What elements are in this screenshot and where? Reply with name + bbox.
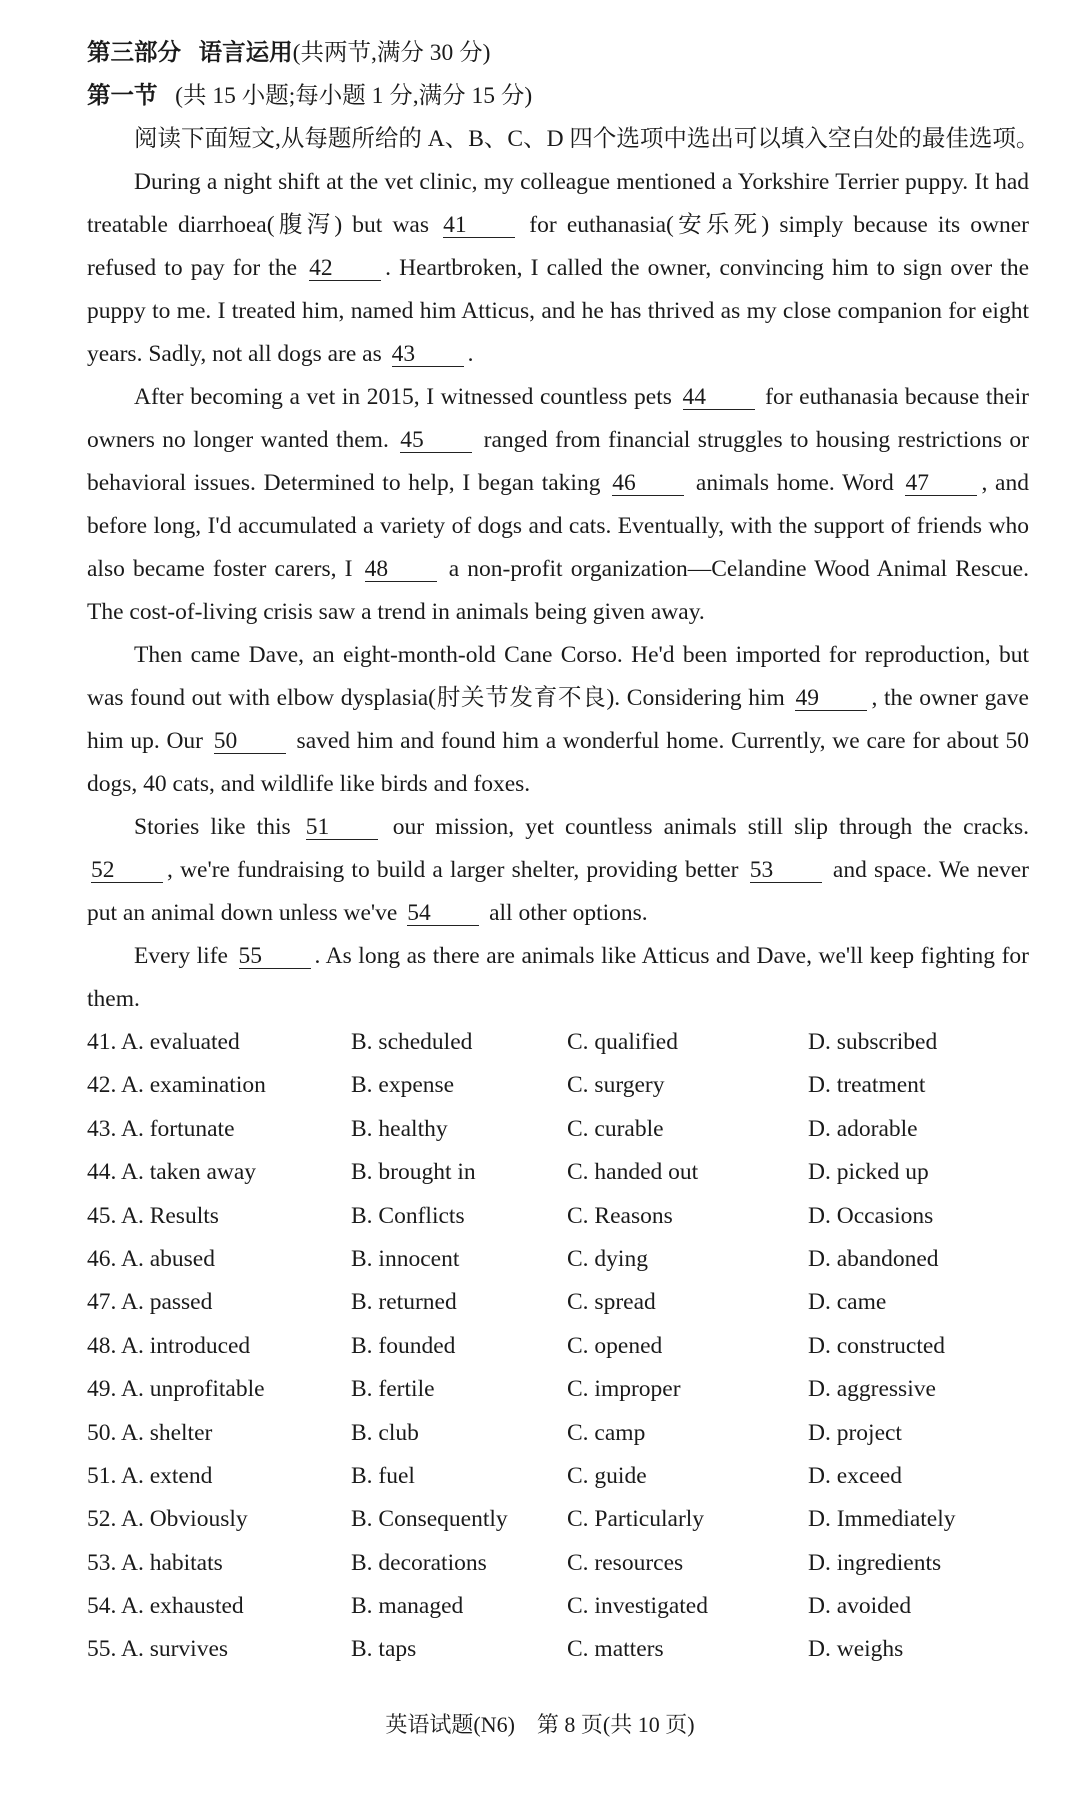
question-option-d: D. avoided	[808, 1593, 912, 1620]
question-option-b: B. taps	[351, 1636, 417, 1663]
blank-49: 49	[795, 686, 867, 711]
question-option-d: D. picked up	[808, 1159, 929, 1186]
question-option-c: C. qualified	[567, 1029, 678, 1055]
question-row	[87, 1412, 1029, 1455]
blank-52: 52	[91, 858, 163, 883]
paragraph-text: our mission, yet countless animals still slip through the cracks.	[381, 814, 1029, 840]
blank-55: 55	[239, 944, 311, 969]
question-option-a	[87, 1368, 265, 1411]
question-option-b: B. club	[351, 1419, 419, 1446]
question-option-b: B. fertile	[351, 1376, 435, 1403]
question-option-d: D. project	[808, 1419, 902, 1446]
question-option-d: D. came	[808, 1289, 887, 1316]
question-row	[87, 1021, 1029, 1064]
page-footer: 英语试题(N6) 第 8 页(共 10 页)	[385, 1712, 695, 1737]
option-a-text: A. examination	[120, 1072, 266, 1099]
question-number: 54.	[87, 1593, 117, 1620]
question-option-a	[87, 1151, 256, 1194]
blank-42: 42	[309, 256, 381, 281]
question-option-c: C. dying	[567, 1245, 648, 1272]
blank-47: 47	[905, 471, 977, 496]
question-option-a	[87, 1585, 244, 1628]
question-option-d: D. Immediately	[808, 1506, 956, 1533]
paragraph-text: , and before long, I'd accumulated a variety of dogs and cats. Eventually, with the support of friends who also became foster carers, I	[87, 470, 1029, 582]
blank-44: 44	[683, 385, 755, 410]
question-option-b: B. healthy	[351, 1115, 448, 1142]
question-option-d: D. aggressive	[808, 1376, 936, 1403]
question-option-c: C. camp	[567, 1419, 646, 1446]
option-a-text: A. unprofitable	[120, 1376, 265, 1403]
question-row	[87, 1064, 1029, 1107]
question-option-a	[87, 1412, 212, 1455]
question-option-a	[87, 1108, 235, 1151]
question-option-c: C. resources	[567, 1549, 684, 1576]
question-option-b: B. Conflicts	[351, 1202, 465, 1229]
question-number: 53.	[87, 1549, 117, 1576]
passage-paragraph	[87, 376, 1029, 634]
question-number: 41.	[87, 1029, 117, 1055]
paragraph-text: Then came Dave, an eight-month-old Cane Corso. He'd been imported for reproduction, but was found out with elbow dysplasia(肘关节发育不良). Considering him	[87, 642, 1029, 711]
paragraph-text: During a night shift at the vet clinic, my colleague mentioned a Yorkshire Terrier puppy. It had treatable diarrhoea(腹泻) but was	[87, 169, 1029, 238]
option-a-text: A. Obviously	[120, 1506, 248, 1533]
blank-50: 50	[214, 729, 286, 754]
option-a-text: A. taken away	[120, 1159, 257, 1186]
question-option-c: C. guide	[567, 1462, 647, 1489]
option-a-text: A. fortunate	[120, 1115, 235, 1142]
blank-41: 41	[443, 213, 515, 238]
question-option-c: C. spread	[567, 1289, 656, 1316]
question-number: 51.	[87, 1462, 117, 1489]
question-row	[87, 1325, 1029, 1368]
part-title: 语言运用	[198, 40, 293, 66]
paragraph-text: Stories like this	[134, 814, 302, 840]
question-number: 52.	[87, 1506, 117, 1533]
question-option-c: C. curable	[567, 1115, 664, 1142]
passage-paragraph	[87, 161, 1029, 376]
question-number: 42.	[87, 1072, 117, 1099]
question-number: 49.	[87, 1376, 117, 1403]
paragraph-text: ranged from financial struggles to housing restrictions or behavioral issues. Determined to help, I began taking	[87, 427, 1029, 496]
question-option-a	[87, 1498, 248, 1541]
blank-46: 46	[612, 471, 684, 496]
question-number: 50.	[87, 1419, 117, 1446]
passage-paragraph	[87, 935, 1029, 1021]
question-row	[87, 1368, 1029, 1411]
paragraph-text: saved him and found him a wonderful home. Currently, we care for about 50 dogs, 40 cats, and wildlife like birds and foxes.	[87, 728, 1029, 797]
question-option-d: D. treatment	[808, 1072, 926, 1099]
instruction: 阅读下面短文,从每题所给的 A、B、C、D 四个选项中选出可以填入空白处的最佳选项。	[134, 126, 1040, 152]
paragraph-text: Every life	[134, 943, 235, 969]
option-a-text: A. abused	[120, 1245, 215, 1272]
blank-45: 45	[400, 428, 472, 453]
question-row	[87, 1455, 1029, 1498]
blank-43: 43	[392, 342, 464, 367]
option-a-text: A. evaluated	[120, 1029, 240, 1055]
question-option-a	[87, 1064, 266, 1107]
question-number: 47.	[87, 1289, 117, 1316]
question-row	[87, 1151, 1029, 1194]
option-a-text: A. survives	[120, 1636, 229, 1663]
question-option-b: B. returned	[351, 1289, 457, 1316]
blank-53: 53	[750, 858, 822, 883]
question-number: 43.	[87, 1115, 117, 1142]
options-list	[87, 1021, 1029, 1672]
blank-51: 51	[306, 815, 378, 840]
question-option-d: D. weighs	[808, 1636, 904, 1663]
question-option-c: C. matters	[567, 1636, 664, 1663]
question-row	[87, 1238, 1029, 1281]
question-option-c: C. handed out	[567, 1159, 699, 1186]
option-a-text: A. passed	[120, 1289, 213, 1316]
question-option-b: B. founded	[351, 1332, 456, 1359]
section-heading	[87, 75, 1029, 118]
question-row	[87, 1281, 1029, 1324]
question-row	[87, 1628, 1029, 1671]
question-option-c: C. Reasons	[567, 1202, 673, 1229]
question-number: 55.	[87, 1636, 117, 1663]
question-option-c: C. opened	[567, 1332, 663, 1359]
question-option-b: B. expense	[351, 1072, 455, 1099]
section-label: 第一节	[87, 83, 158, 109]
question-option-a	[87, 1195, 219, 1238]
question-number: 45.	[87, 1202, 117, 1229]
paragraph-text: , we're fundraising to build a larger shelter, providing better	[167, 857, 746, 883]
question-option-d: D. exceed	[808, 1462, 902, 1489]
question-option-b: B. brought in	[351, 1159, 476, 1186]
paragraph-text: . As long as there are animals like Atticus and Dave, we'll keep fighting for them.	[87, 943, 1029, 1012]
question-number: 46.	[87, 1245, 117, 1272]
question-option-b: B. innocent	[351, 1245, 460, 1272]
passage-paragraph	[87, 806, 1029, 935]
paragraph-text: animals home. Word	[688, 470, 902, 496]
option-a-text: A. Results	[120, 1202, 219, 1229]
option-a-text: A. exhausted	[120, 1593, 244, 1620]
passage	[87, 161, 1029, 1021]
question-option-a	[87, 1021, 240, 1064]
paragraph-text: . Heartbroken, I called the owner, convincing him to sign over the puppy to me. I treated him, named him Atticus, and he has thrived as my close companion for eight years. Sadly, not all dogs are as	[87, 255, 1030, 367]
question-option-a	[87, 1628, 228, 1671]
question-option-d: D. subscribed	[808, 1029, 938, 1055]
question-option-a	[87, 1542, 223, 1585]
question-number: 48.	[87, 1332, 117, 1359]
section-note: (共 15 小题;每小题 1 分,满分 15 分)	[175, 83, 533, 109]
question-option-b: B. scheduled	[351, 1029, 473, 1055]
question-row	[87, 1108, 1029, 1151]
question-option-d: D. abandoned	[808, 1245, 939, 1272]
option-a-text: A. habitats	[120, 1549, 223, 1576]
question-option-b: B. Consequently	[351, 1506, 508, 1533]
blank-54: 54	[407, 901, 479, 926]
part-heading	[87, 32, 1029, 75]
blank-48: 48	[365, 557, 437, 582]
paragraph-text: After becoming a vet in 2015, I witnessed countless pets	[134, 384, 679, 410]
question-option-a	[87, 1281, 212, 1324]
question-option-c: C. surgery	[567, 1072, 665, 1099]
paragraph-text: for euthanasia because their owners no longer wanted them.	[87, 384, 1029, 453]
passage-paragraph	[87, 634, 1029, 806]
question-row	[87, 1498, 1029, 1541]
paragraph-text: .	[467, 341, 474, 367]
option-a-text: A. introduced	[120, 1332, 251, 1359]
question-option-a	[87, 1238, 215, 1281]
paragraph-text: and space. We never put an animal down unless we've	[87, 857, 1030, 926]
question-option-c: C. Particularly	[567, 1506, 705, 1533]
part-note: (共两节,满分 30 分)	[292, 40, 491, 66]
paragraph-text: for euthanasia(安乐死) simply because its owner refused to pay for the	[87, 212, 1029, 281]
question-option-c: C. investigated	[567, 1593, 708, 1620]
question-option-d: D. ingredients	[808, 1549, 942, 1576]
question-option-d: D. Occasions	[808, 1202, 934, 1229]
option-a-text: A. shelter	[120, 1419, 213, 1446]
question-option-a	[87, 1325, 250, 1368]
question-row	[87, 1195, 1029, 1238]
question-option-b: B. decorations	[351, 1549, 487, 1576]
option-a-text: A. extend	[120, 1462, 213, 1489]
exam-page	[87, 32, 1040, 1672]
paragraph-text: , the owner gave him up. Our	[87, 685, 1029, 754]
question-option-b: B. managed	[351, 1593, 464, 1620]
question-option-a	[87, 1455, 212, 1498]
paragraph-text: a non-profit organization—Celandine Wood Animal Rescue. The cost-of-living crisis saw a trend in animals being given away.	[87, 556, 1029, 625]
question-option-b: B. fuel	[351, 1462, 415, 1489]
paragraph-text: all other options.	[483, 900, 648, 926]
question-number: 44.	[87, 1159, 117, 1186]
part-label: 第三部分	[87, 40, 181, 66]
question-row	[87, 1585, 1029, 1628]
question-option-c: C. improper	[567, 1376, 681, 1403]
question-option-d: D. adorable	[808, 1115, 918, 1142]
question-option-d: D. constructed	[808, 1332, 946, 1359]
question-row	[87, 1542, 1029, 1585]
